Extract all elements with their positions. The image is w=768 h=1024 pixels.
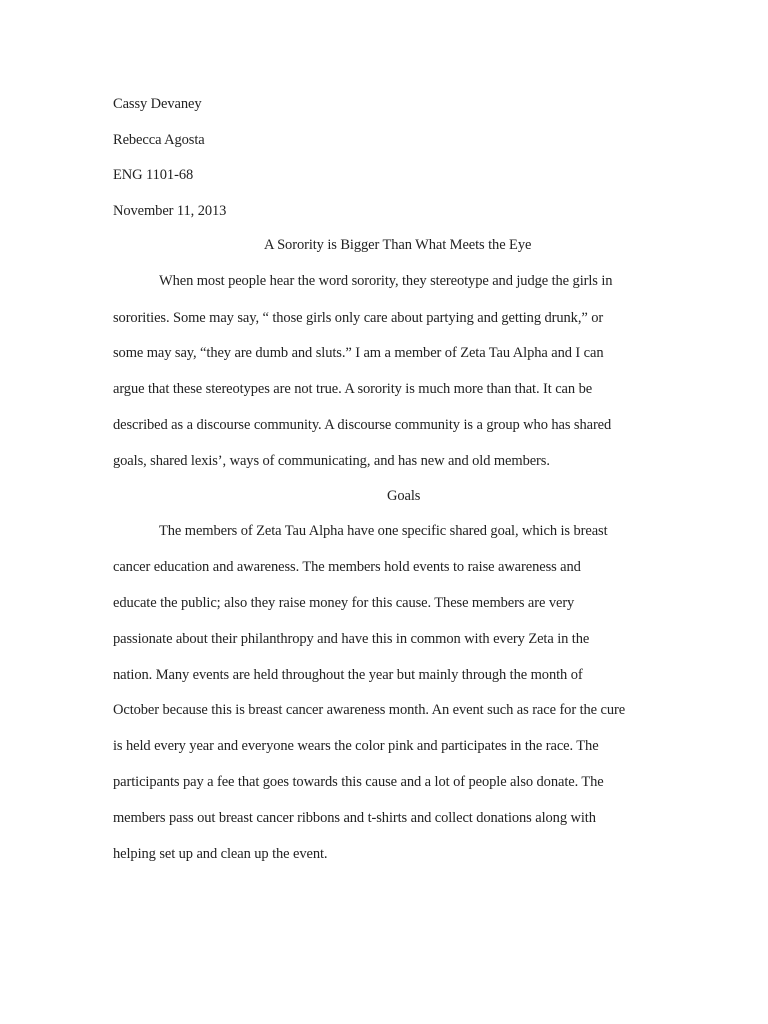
paragraph-line: nation. Many events are held throughout the year but mainly through the month of — [113, 667, 583, 683]
course-code: ENG 1101-68 — [113, 167, 194, 183]
essay-date: November 11, 2013 — [113, 203, 227, 219]
section-heading-goals: Goals — [387, 488, 421, 504]
paragraph-line: sororities. Some may say, “ those girls only care about partying and getting drunk,” or — [113, 310, 604, 326]
paragraph-line: cancer education and awareness. The members hold events to raise awareness and — [113, 559, 581, 575]
essay-title: A Sorority is Bigger Than What Meets the Eye — [264, 237, 532, 253]
paragraph-line: October because this is breast cancer awareness month. An event such as race for the cure — [113, 702, 626, 718]
paragraph-line: The members of Zeta Tau Alpha have one specific shared goal, which is breast — [159, 523, 608, 539]
paragraph-line: passionate about their philanthropy and have this in common with every Zeta in the — [113, 631, 590, 647]
paragraph-line: participants pay a fee that goes towards this cause and a lot of people also donate. The — [113, 774, 604, 790]
paragraph-line: is held every year and everyone wears the color pink and participates in the race. The — [113, 738, 599, 754]
paragraph-line: When most people hear the word sorority, they stereotype and judge the girls in — [159, 273, 613, 289]
paragraph-line: described as a discourse community. A discourse community is a group who has shared — [113, 417, 612, 433]
paragraph-line: some may say, “they are dumb and sluts.” I am a member of Zeta Tau Alpha and I can — [113, 345, 604, 361]
paragraph-line: helping set up and clean up the event. — [113, 846, 328, 862]
instructor-name: Rebecca Agosta — [113, 132, 205, 148]
paragraph-line: argue that these stereotypes are not true. A sorority is much more than that. It can be — [113, 381, 593, 397]
paragraph-line: educate the public; also they raise money for this cause. These members are very — [113, 595, 575, 611]
paragraph-line: goals, shared lexis’, ways of communicating, and has new and old members. — [113, 453, 550, 469]
author-name: Cassy Devaney — [113, 96, 202, 112]
paragraph-line: members pass out breast cancer ribbons and t-shirts and collect donations along with — [113, 810, 596, 826]
